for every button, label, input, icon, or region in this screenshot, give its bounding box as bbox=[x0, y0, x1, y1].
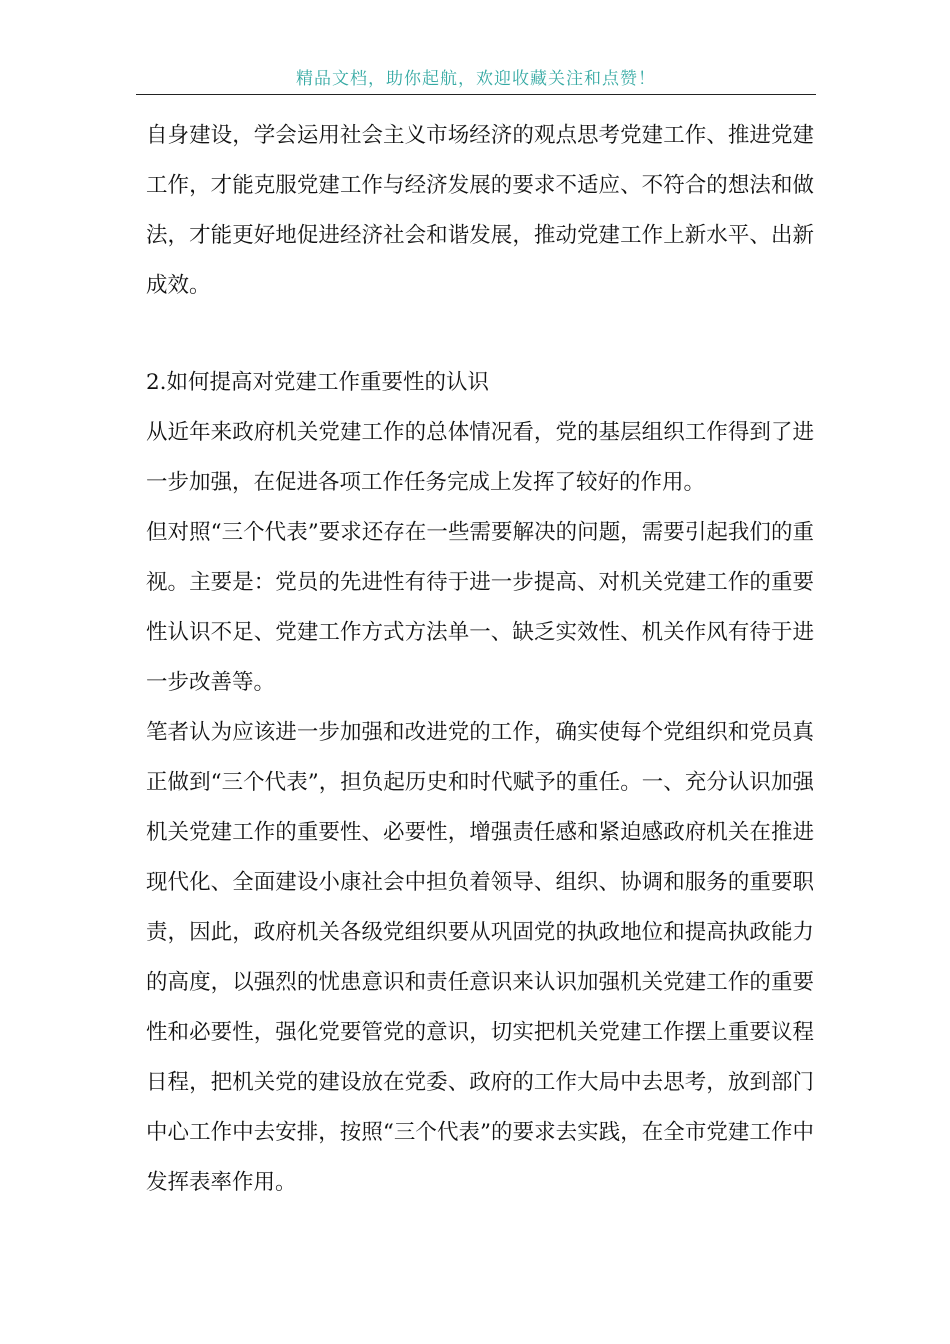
continuation-block bbox=[146, 111, 814, 311]
body-paragraph-2: 但对照“三个代表”要求还存在一些需要解决的问题，需要引起我们的重视。主要是：党员的先进性有待于进一步提高、对机关党建工作的重要性认识不足、党建工作方式方法单一、缺乏实效性、机关作风有待于进一步改善等。 bbox=[146, 520, 814, 695]
body-paragraph-1: 从近年来政府机关党建工作的总体情况看，党的基层组织工作得到了进一步加强，在促进各项工作任务完成上发挥了较好的作用。 bbox=[146, 420, 814, 495]
page-header: 精品文档，助你起航，欢迎收藏关注和点赞！ bbox=[296, 69, 656, 89]
continuation-paragraph: 自身建设，学会运用社会主义市场经济的观点思考党建工作、推进党建工作，才能克服党建工作与经济发展的要求不适应、不符合的想法和做法，才能更好地促进经济社会和谐发展，推动党建工作上新水平、出新成效。 bbox=[146, 123, 814, 298]
section-heading: 2.如何提高对党建工作重要性的认识 bbox=[146, 370, 490, 395]
section-block bbox=[146, 358, 814, 1208]
header-divider bbox=[136, 94, 816, 95]
body-paragraph-3: 笔者认为应该进一步加强和改进党的工作，确实使每个党组织和党员真正做到“三个代表”，担负起历史和时代赋予的重任。一、充分认识加强机关党建工作的重要性、必要性，增强责任感和紧迫感政府机关在推进现代化、全面建设小康社会中担负着领导、组织、协调和服务的重要职责，因此，政府机关各级党组织要从巩固党的执政地位和提高执政能力的高度，以强烈的忧患意识和责任意识来认识加强机关党建工作的重要性和必要性，强化党要管党的意识，切实把机关党建工作摆上重要议程日程，把机关党的建设放在党委、政府的工作大局中去思考，放到部门中心工作中去安排，按照“三个代表”的要求去实践，在全市党建工作中发挥表率作用。 bbox=[146, 720, 814, 1195]
